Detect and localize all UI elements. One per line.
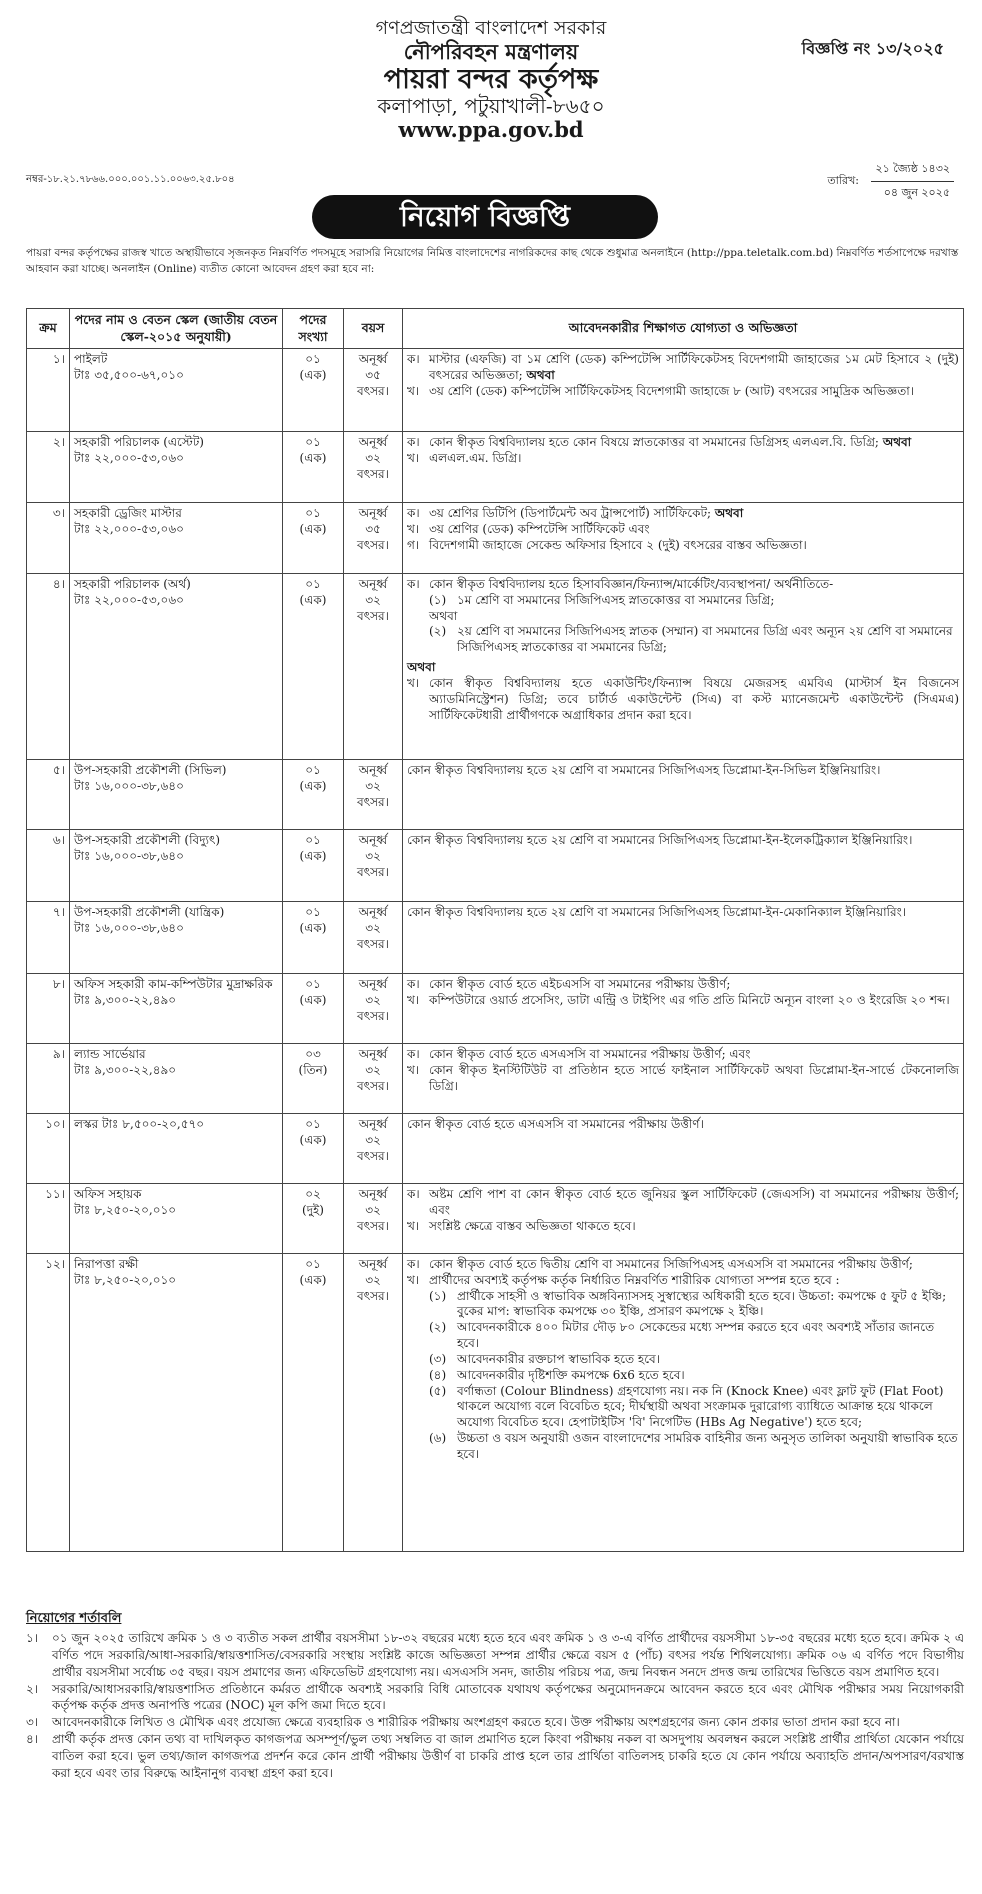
item-text: সরকারি/আধাসরকারি/স্বায়ত্তশাসিত প্রতিষ্ঠানে কর্মরত প্রার্থীকে অবশ্যই সরকারি বিধি মোতাবেক যথাযথ কর্তৃপক্ষের অনুমোদনক্রমে আবেদন করতে হবে এবং মৌখিক পরীক্ষার সময় নিয়োগকারী কর্তৃপক্ষ কর্তৃক প্রদত্ত অনাপত্তি পত্রের (NOC) মূল কপি জমা দিতে হবে। bbox=[52, 1681, 964, 1713]
age-value: ৩২ bbox=[365, 1272, 381, 1287]
row-age bbox=[344, 830, 403, 902]
header-qualification: আবেদনকারীর শিক্ষাগত যোগ্যতা ও অভিজ্ঞতা bbox=[403, 309, 964, 349]
row-qualification bbox=[403, 1044, 964, 1114]
row-serial: ৩। bbox=[27, 503, 70, 574]
item-marker: (৬) bbox=[429, 1431, 447, 1446]
row-post bbox=[70, 432, 283, 503]
list-item bbox=[407, 1063, 959, 1095]
age-unit: বৎসর। bbox=[357, 608, 389, 623]
pay-scale: টাঃ ১৬,০০০-৩৮,৬৪০ bbox=[74, 848, 184, 863]
table-row bbox=[27, 349, 964, 432]
post-name: নিরাপত্তা রক্ষী bbox=[74, 1257, 139, 1271]
item-text: ১ম শ্রেণি বা সমমানের সিজিপিএসহ স্নাতকোত্তর বা সমমানের ডিগ্রি; bbox=[457, 592, 775, 607]
post-name: উপ-সহকারী প্রকৌশলী (বিদ্যুৎ) bbox=[74, 833, 221, 847]
item-marker: (২) bbox=[429, 624, 447, 639]
post-name: অফিস সহকারী কাম-কম্পিউটার মুদ্রাক্ষরিক bbox=[74, 977, 273, 991]
row-serial: ১২। bbox=[27, 1254, 70, 1552]
table-row bbox=[27, 974, 964, 1044]
table-row bbox=[27, 503, 964, 574]
list-item bbox=[407, 435, 959, 451]
count-number: ০৩ bbox=[305, 1047, 321, 1061]
item-text: ২য় শ্রেণি বা সমমানের সিজিপিএসহ স্নাতক (সম্মান) বা সমমানের ডিগ্রি এবং অন্যূন ২য় শ্রেণি বা সমমানের সিজিপিএসহ স্নাতকোত্তর বা সমমানের ডিগ্রি; bbox=[457, 624, 953, 655]
age-unit: বৎসর। bbox=[357, 537, 389, 552]
count-number: ০২ bbox=[305, 1187, 321, 1201]
age-unit: বৎসর। bbox=[357, 794, 389, 809]
age-unit: বৎসর। bbox=[357, 936, 389, 951]
age-label: অনূর্ধ্ব bbox=[358, 1187, 388, 1201]
age-label: অনূর্ধ্ব bbox=[358, 1257, 388, 1271]
count-word: (তিন) bbox=[298, 1062, 328, 1077]
age-unit: বৎসর। bbox=[357, 466, 389, 481]
age-unit: বৎসর। bbox=[357, 1288, 389, 1303]
row-serial: ৪। bbox=[27, 574, 70, 760]
list-item bbox=[429, 1384, 959, 1431]
date-english: ০৪ জুন ২০২৫ bbox=[883, 186, 950, 199]
or-label: অথবা bbox=[407, 660, 436, 675]
age-unit: বৎসর। bbox=[357, 1078, 389, 1093]
row-qualification bbox=[403, 503, 964, 574]
age-label: অনূর্ধ্ব bbox=[358, 352, 388, 366]
list-item bbox=[429, 1368, 959, 1384]
item-text: ০১ জুন ২০২৫ তারিখে ক্রমিক ১ ও ৩ ব্যতীত সকল প্রার্থীর বয়সসীমা ১৮-৩২ বছরের মধ্যে হতে হবে এবং ক্রমিক ১ ও ৩-এ বর্ণিত প্রার্থীদের বয়সসীমা ১৮-৩৫ বছরের মধ্যে হতে হবে। ক্রমিক ২ এ বর্ণিত পদে সরকারি/আধা-সরকারি/স্বায়ত্তশাসিত/বেসরকারি সংস্থায় সংশ্লিষ্ট কাজে অভিজ্ঞতা সম্পন্ন প্রার্থীর ক্ষেত্রে বয়স ৫ (পাঁচ) বৎসর পর্যন্ত শিথিলযোগ্য। ক্রমিক ০৬ এ বর্ণিত পদে বিভাগীয় প্রার্থীর বয়সসীমা সর্বোচ্চ ৩৫ বছর। বয়স প্রমাণের জন্য এফিডেভিট গ্রহণযোগ্য নয়। এসএসসি সনদ, জাতীয় পরিচয় পত্র, জন্ম নিবন্ধন সনদে প্রদত্ত জন্ম তারিখের ভিত্তিতে বয়স প্রমাণিত হবে। bbox=[52, 1631, 964, 1679]
item-marker: (৪) bbox=[429, 1367, 447, 1382]
row-serial: ৯। bbox=[27, 1044, 70, 1114]
header-count: পদের সংখ্যা bbox=[283, 309, 344, 349]
post-name: ল্যান্ড সার্ভেয়ার bbox=[74, 1047, 146, 1061]
item-marker: খ। bbox=[407, 675, 420, 690]
item-text: ৩য় শ্রেণি (ডেক) কম্পিটেন্সি সার্টিফিকেটসহ বিদেশগামী জাহাজে ৮ (আট) বৎসরের সামুদ্রিক অভিজ্ঞতা। bbox=[429, 383, 915, 398]
age-value: ৩২ bbox=[365, 848, 381, 863]
row-age bbox=[344, 1184, 403, 1254]
item-text: প্রার্থীকে সাহসী ও স্বাভাবিক অঙ্গবিন্যাসসহ সুস্বাস্থ্যের অধিকারী হতে হবে। উচ্চতা: কমপক্ষে ৫ ফুট ৫ ইঞ্চি; বুকের মাপ: স্বাভাবিক কমপক্ষে ৩০ ইঞ্চি, প্রসারণ কমপক্ষে ২ ইঞ্চি। bbox=[457, 1288, 947, 1319]
age-unit: বৎসর। bbox=[357, 383, 389, 398]
row-count bbox=[283, 574, 344, 760]
govt-name: গণপ্রজাতন্ত্রী বাংলাদেশ সরকার bbox=[375, 17, 607, 39]
list-item bbox=[429, 1352, 959, 1368]
item-text: ৩য় শ্রেণির ডিটিপি (ডিপার্টমেন্ট অব ট্রান্সপোর্ট) সার্টিফিকেট; bbox=[429, 506, 712, 520]
item-text: বর্ণান্ধতা (Colour Blindness) গ্রহণযোগ্য নয়। নক নি (Knock Knee) এবং ফ্লাট ফুট (Flat Foot) থাকলে অযোগ্য বলে বিবেচিত হবে; দীর্ঘস্থায়ী অথবা সংক্রামক দুরারোগ্য ব্যাধিতে আক্রান্ত হয়ে থাকলে অযোগ্য বিবেচিত হবে। হেপাটাইটিস 'বি' নিগেটিভ (HBs Ag Negative') হতে হবে; bbox=[457, 1383, 944, 1430]
row-count bbox=[283, 830, 344, 902]
age-value: ৩২ bbox=[365, 992, 381, 1007]
notice-number: বিজ্ঞপ্তি নং ১৩/২০২৫ bbox=[801, 39, 944, 58]
list-item bbox=[407, 352, 959, 384]
item-text: কোন স্বীকৃত ইনস্টিটিউট বা প্রতিষ্ঠান হতে সার্ভে ফাইনাল সার্টিফিকেট অথবা ডিপ্লোমা-ইন-সার্ভে টেকনোলজি ডিগ্রি। bbox=[429, 1062, 959, 1093]
list-item bbox=[407, 1047, 959, 1063]
page-title: নিয়োগ বিজ্ঞপ্তি bbox=[312, 195, 658, 239]
age-label: অনূর্ধ্ব bbox=[358, 1117, 388, 1131]
row-serial: ৬। bbox=[27, 830, 70, 902]
item-text: কোন স্বীকৃত বোর্ড হতে এসএসসি বা সমমানের পরীক্ষায় উত্তীর্ণ; এবং bbox=[429, 1047, 751, 1061]
row-post bbox=[70, 574, 283, 760]
terms-section bbox=[26, 1610, 964, 1781]
age-label: অনূর্ধ্ব bbox=[358, 763, 388, 777]
item-text: কোন স্বীকৃত বিশ্ববিদ্যালয় হতে হিসাববিজ্ঞান/ফিন্যান্স/মার্কেটিং/ব্যবস্থাপনা/ অর্থনীতিতে- bbox=[429, 577, 834, 591]
item-text: বিদেশগামী জাহাজে সেকেন্ড অফিসার হিসাবে ২ (দুই) বৎসরের বাস্তব অভিজ্ঞতা। bbox=[429, 537, 807, 552]
list-item bbox=[26, 1731, 964, 1781]
item-marker: (১) bbox=[429, 1288, 447, 1303]
item-text: কম্পিউটারে ওয়ার্ড প্রসেসিং, ডাটা এন্ট্রি ও টাইপিং এর গতি প্রতি মিনিটে অন্যূন বাংলা ২০ ও ইংরেজি ২০ শব্দ। bbox=[429, 992, 950, 1007]
item-marker: (১) bbox=[429, 592, 447, 607]
row-age bbox=[344, 1044, 403, 1114]
list-item bbox=[407, 1257, 959, 1273]
row-qualification: কোন স্বীকৃত বিশ্ববিদ্যালয় হতে ২য় শ্রেণি বা সমমানের সিজিপিএসহ ডিপ্লোমা-ইন-ইলেকট্রিক্যাল ইঞ্জিনিয়ারিং। bbox=[403, 830, 964, 902]
row-age bbox=[344, 760, 403, 830]
item-marker: ৪। bbox=[26, 1731, 39, 1746]
item-marker: ক। bbox=[407, 1257, 420, 1271]
post-name: উপ-সহকারী প্রকৌশলী (যান্ত্রিক) bbox=[74, 905, 225, 919]
row-post bbox=[70, 830, 283, 902]
list-item bbox=[429, 1431, 959, 1463]
row-qualification bbox=[403, 1254, 964, 1552]
count-word: (দুই) bbox=[302, 1202, 324, 1217]
item-marker: খ। bbox=[407, 383, 420, 398]
post-name: লস্কর টাঃ ৮,৫০০-২০,৫৭০ bbox=[74, 1117, 205, 1131]
row-count bbox=[283, 1254, 344, 1552]
list-item bbox=[429, 1289, 959, 1321]
count-number: ০১ bbox=[305, 905, 321, 919]
count-number: ০১ bbox=[305, 1117, 321, 1131]
list-item bbox=[26, 1630, 964, 1680]
age-value: ৩৫ bbox=[365, 367, 381, 382]
count-word: (এক) bbox=[299, 992, 327, 1007]
or-label: অথবা bbox=[882, 435, 912, 449]
row-post bbox=[70, 1254, 283, 1552]
item-text: ৩য় শ্রেণির (ডেক) কম্পিটেন্সি সার্টিফিকেট এবং bbox=[429, 521, 650, 536]
date-label: তারিখ: bbox=[827, 174, 859, 187]
item-marker: খ। bbox=[407, 1272, 420, 1287]
age-value: ৩২ bbox=[365, 778, 381, 793]
item-marker: (২) bbox=[429, 1320, 447, 1335]
count-number: ০১ bbox=[305, 577, 321, 591]
item-marker: ক। bbox=[407, 1187, 420, 1201]
pay-scale: টাঃ ৯,৩০০-২২,৪৯০ bbox=[74, 992, 177, 1007]
item-marker: গ। bbox=[407, 537, 420, 552]
item-marker: ক। bbox=[407, 506, 420, 520]
table-row bbox=[27, 432, 964, 503]
row-post bbox=[70, 503, 283, 574]
age-unit: বৎসর। bbox=[357, 1008, 389, 1023]
age-unit: বৎসর। bbox=[357, 864, 389, 879]
row-qualification: কোন স্বীকৃত বিশ্ববিদ্যালয় হতে ২য় শ্রেণি বা সমমানের সিজিপিএসহ ডিপ্লোমা-ইন-সিভিল ইঞ্জিনিয়ারিং। bbox=[403, 760, 964, 830]
table-row bbox=[27, 1044, 964, 1114]
row-age bbox=[344, 1254, 403, 1552]
age-value: ৩২ bbox=[365, 1202, 381, 1217]
age-label: অনূর্ধ্ব bbox=[358, 506, 388, 520]
row-post bbox=[70, 760, 283, 830]
row-serial: ৭। bbox=[27, 902, 70, 974]
row-count bbox=[283, 432, 344, 503]
count-number: ০১ bbox=[305, 506, 321, 520]
address: কলাপাড়া, পটুয়াখালী-৮৬৫০ bbox=[377, 94, 605, 119]
row-count bbox=[283, 902, 344, 974]
count-word: (এক) bbox=[299, 848, 327, 863]
table-row bbox=[27, 1114, 964, 1184]
count-word: (এক) bbox=[299, 592, 327, 607]
item-marker: খ। bbox=[407, 1218, 420, 1233]
row-post bbox=[70, 1114, 283, 1184]
item-text: কোন স্বীকৃত বিশ্ববিদ্যালয় হতে কোন বিষয়ে স্নাতকোত্তর বা সমমানের ডিগ্রিসহ এলএল.বি. ডিগ্রি; bbox=[429, 435, 879, 449]
row-count bbox=[283, 1184, 344, 1254]
row-qualification bbox=[403, 1184, 964, 1254]
list-item bbox=[407, 1219, 959, 1235]
item-text: উচ্চতা ও বয়স অনুযায়ী ওজন বাংলাদেশের সামরিক বাহিনীর জন্য অনুসৃত তালিকা অনুযায়ী স্বাভাবিক হতে হবে। bbox=[457, 1431, 958, 1461]
pay-scale: টাঃ ৯,৩০০-২২,৪৯০ bbox=[74, 1062, 177, 1077]
list-item bbox=[407, 676, 959, 723]
post-name: অফিস সহায়ক bbox=[74, 1187, 142, 1201]
item-marker: খ। bbox=[407, 1062, 420, 1077]
item-text: মাস্টার (এফজি) বা ১ম শ্রেণি (ডেক) কম্পিটেন্সি সার্টিফিকেটসহ বিদেশগামী জাহাজের ১ম মেট হিসাবে ২ (দুই) বৎসরের অভিজ্ঞতা; bbox=[429, 352, 959, 382]
list-item bbox=[407, 977, 959, 993]
age-value: ৩২ bbox=[365, 592, 381, 607]
item-marker: খ। bbox=[407, 992, 420, 1007]
row-qualification: কোন স্বীকৃত বিশ্ববিদ্যালয় হতে ২য় শ্রেণি বা সমমানের সিজিপিএসহ ডিপ্লোমা-ইন-মেকানিক্যাল ইঞ্জিনিয়ারিং। bbox=[403, 902, 964, 974]
item-marker: ক। bbox=[407, 977, 420, 991]
posts-table bbox=[26, 308, 964, 1552]
list-item bbox=[26, 1681, 964, 1715]
row-count bbox=[283, 760, 344, 830]
row-age bbox=[344, 503, 403, 574]
item-marker: ২। bbox=[26, 1681, 39, 1696]
count-word: (এক) bbox=[299, 1272, 327, 1287]
count-word: (এক) bbox=[299, 521, 327, 536]
age-value: ৩২ bbox=[365, 1132, 381, 1147]
row-age bbox=[344, 349, 403, 432]
row-serial: ২। bbox=[27, 432, 70, 503]
ministry-name: নৌপরিবহন মন্ত্রণালয় bbox=[403, 38, 579, 64]
post-name: সহকারী ড্রেজিং মাস্টার bbox=[74, 506, 182, 520]
list-item bbox=[429, 1320, 959, 1352]
row-count bbox=[283, 974, 344, 1044]
age-label: অনূর্ধ্ব bbox=[358, 1047, 388, 1061]
row-post bbox=[70, 1044, 283, 1114]
row-qualification bbox=[403, 574, 964, 760]
age-value: ৩২ bbox=[365, 1062, 381, 1077]
count-number: ০১ bbox=[305, 435, 321, 449]
or-label: অথবা bbox=[714, 506, 744, 520]
website: www.ppa.gov.bd bbox=[398, 117, 584, 143]
count-number: ০১ bbox=[305, 833, 321, 847]
item-text: প্রার্থী কর্তৃক প্রদত্ত কোন তথ্য বা দাখিলকৃত কাগজপত্র অসম্পূর্ণ/ভুল তথ্য সম্বলিত বা জাল প্রমাণিত হলে কিংবা পরীক্ষায় নকল বা অসদুপায় অবলম্বন করলে সংশ্লিষ্ট প্রার্থীর প্রার্থিতা যেকোন পর্যায়ে বাতিল করা হবে। ভুল তথ্য/জাল কাগজপত্র প্রদর্শন করে কোন প্রার্থী পরীক্ষায় উত্তীর্ণ বা চাকরি প্রাপ্ত হলে তার প্রার্থিতা বাতিলসহ চাকরি হতে যে কোন পর্যায়ে অব্যাহতি প্রদান/অপসারণ/বরখাস্ত করা হবে এবং তার বিরুদ্ধে আইনানুগ ব্যবস্থা গ্রহণ করা হবে। bbox=[52, 1731, 964, 1780]
row-qualification bbox=[403, 432, 964, 503]
row-count bbox=[283, 1114, 344, 1184]
count-word: (এক) bbox=[299, 450, 327, 465]
item-marker: খ। bbox=[407, 450, 420, 465]
age-value: ৩২ bbox=[365, 920, 381, 935]
row-post bbox=[70, 902, 283, 974]
age-value: ৩৫ bbox=[365, 521, 381, 536]
table-row bbox=[27, 1254, 964, 1552]
item-marker: খ। bbox=[407, 521, 420, 536]
or-label: অথবা bbox=[429, 608, 458, 623]
list-item bbox=[407, 451, 959, 467]
item-text: সংশ্লিষ্ট ক্ষেত্রে বাস্তব অভিজ্ঞতা থাকতে হবে। bbox=[429, 1218, 636, 1233]
row-serial: ১। bbox=[27, 349, 70, 432]
age-label: অনূর্ধ্ব bbox=[358, 435, 388, 449]
item-text: কোন স্বীকৃত বোর্ড হতে এইচএসসি বা সমমানের পরীক্ষায় উত্তীর্ণ; bbox=[429, 977, 731, 991]
age-unit: বৎসর। bbox=[357, 1218, 389, 1233]
list-item bbox=[407, 577, 959, 593]
table-row bbox=[27, 574, 964, 760]
row-qualification bbox=[403, 349, 964, 432]
row-serial: ৮। bbox=[27, 974, 70, 1044]
list-item bbox=[407, 384, 959, 400]
authority-name: পায়রা বন্দর কর্তৃপক্ষ bbox=[383, 63, 599, 95]
pay-scale: টাঃ ১৬,০০০-৩৮,৬৪০ bbox=[74, 920, 184, 935]
item-text: কোন স্বীকৃত বোর্ড হতে দ্বিতীয় শ্রেণি বা সমমানের সিজিপিএসহ এসএসসি বা সমমানের পরীক্ষায় উত্তীর্ণ; bbox=[429, 1257, 913, 1271]
item-text: কোন স্বীকৃত বিশ্ববিদ্যালয় হতে একাউন্টিং/ফিন্যান্স বিষয়ে মেজরসহ এমবিএ (মাস্টার্স ইন বিজনেস অ্যাডমিনিস্ট্রেশন) ডিগ্রি; তবে চার্টার্ড একাউন্টেন্ট (সিএ) বা কস্ট ম্যানেজমেন্ট একাউন্টেন্ট (সিএমএ) সার্টিফিকেটধারী প্রার্থীগণকে অগ্রাধিকার প্রদান করা হবে। bbox=[429, 675, 959, 722]
memo-number: নম্বর-১৮.২১.৭৮৬৬.০০০.০০১.১১.০০৬৩.২৫.৮০৪ bbox=[26, 174, 235, 185]
age-label: অনূর্ধ্ব bbox=[358, 577, 388, 591]
list-item bbox=[407, 506, 959, 522]
date-block bbox=[827, 160, 954, 203]
row-age bbox=[344, 974, 403, 1044]
item-text: আবেদনকারীকে ৪০০ মিটার দৌড় ৮০ সেকেন্ডের মধ্যে সম্পন্ন করতে হবে এবং অবশ্যই সাঁতার জানতে হবে। bbox=[457, 1320, 935, 1351]
pay-scale: টাঃ ৩৫,৫০০-৬৭,০১০ bbox=[74, 367, 184, 382]
count-word: (এক) bbox=[299, 778, 327, 793]
row-qualification: কোন স্বীকৃত বোর্ড হতে এসএসসি বা সমমানের পরীক্ষায় উত্তীর্ণ। bbox=[403, 1114, 964, 1184]
pay-scale: টাঃ ২২,০০০-৫৩,০৬০ bbox=[74, 450, 184, 465]
pay-scale: টাঃ ১৬,০০০-৩৮,৬৪০ bbox=[74, 778, 184, 793]
post-name: পাইলট bbox=[74, 352, 108, 366]
table-row bbox=[27, 1184, 964, 1254]
list-item bbox=[407, 538, 959, 554]
table-row bbox=[27, 830, 964, 902]
item-text: অষ্টম শ্রেণি পাশ বা কোন স্বীকৃত বোর্ড হতে জুনিয়র স্কুল সার্টিফিকেট (জেএসসি) বা সমমানের পরীক্ষায় উত্তীর্ণ; এবং bbox=[429, 1187, 959, 1217]
post-name: সহকারী পরিচালক (অর্থ) bbox=[74, 577, 191, 591]
item-marker: ১। bbox=[26, 1631, 39, 1646]
list-item bbox=[429, 624, 959, 656]
intro-paragraph: পায়রা বন্দর কর্তৃপক্ষের রাজস্ব খাতে অস্থায়ীভাবে সৃজনকৃত নিম্নবর্ণিত পদসমূহে সরাসরি নিয়োগের নিমিত্ত বাংলাদেশের নাগরিকদের কাছ থেকে শুধুমাত্র অনলাইনে (http://ppa.teletalk.com.bd) নিম্নবর্ণিত শর্তসাপেক্ষে দরখাস্ত আহবান করা যাচ্ছে। অনলাইন (Online) ব্যতীত কোনো আবেদন গ্রহণ করা হবে না: bbox=[26, 247, 959, 275]
list-item bbox=[407, 522, 959, 538]
count-number: ০১ bbox=[305, 352, 321, 366]
table-row bbox=[27, 760, 964, 830]
item-text: আবেদনকারীকে লিখিত ও মৌখিক এবং প্রযোজ্য ক্ষেত্রে ব্যবহারিক ও শারীরিক পরীক্ষায় অংশগ্রহণ করতে হবে। উক্ত পরীক্ষায় অংশগ্রহণের জন্য কোন প্রকার ভাতা প্রদান করা হবে না। bbox=[52, 1715, 900, 1730]
table-row bbox=[27, 902, 964, 974]
row-age bbox=[344, 432, 403, 503]
count-number: ০১ bbox=[305, 977, 321, 991]
item-marker: ক। bbox=[407, 435, 420, 449]
list-item bbox=[429, 593, 959, 609]
row-post bbox=[70, 974, 283, 1044]
count-word: (এক) bbox=[299, 1132, 327, 1147]
row-count bbox=[283, 503, 344, 574]
pay-scale: টাঃ ২২,০০০-৫৩,০৬০ bbox=[74, 592, 184, 607]
or-label: অথবা bbox=[526, 367, 555, 382]
row-count bbox=[283, 349, 344, 432]
row-serial: ১১। bbox=[27, 1184, 70, 1254]
header-serial: ক্রম bbox=[27, 309, 70, 349]
age-label: অনূর্ধ্ব bbox=[358, 977, 388, 991]
item-text: আবেদনকারীর রক্তচাপ স্বাভাবিক হতে হবে। bbox=[457, 1351, 661, 1366]
row-qualification bbox=[403, 974, 964, 1044]
header-age: বয়স bbox=[344, 309, 403, 349]
list-item bbox=[26, 1714, 964, 1731]
date-bangla: ২১ জ্যৈষ্ঠ ১৪৩২ bbox=[871, 160, 954, 182]
item-marker: ক। bbox=[407, 1047, 420, 1061]
age-unit: বৎসর। bbox=[357, 1148, 389, 1163]
post-name: উপ-সহকারী প্রকৌশলী (সিভিল) bbox=[74, 763, 227, 777]
item-text: প্রার্থীদের অবশ্যই কর্তৃপক্ষ কর্তৃক নির্ধারিত নিম্নবর্ণিত শারীরিক যোগ্যতা সম্পন্ন হতে হবে : bbox=[429, 1272, 840, 1287]
age-value: ৩২ bbox=[365, 450, 381, 465]
item-marker: (৩) bbox=[429, 1351, 447, 1366]
count-number: ০১ bbox=[305, 763, 321, 777]
item-marker: ৩। bbox=[26, 1715, 39, 1730]
row-serial: ১০। bbox=[27, 1114, 70, 1184]
row-age bbox=[344, 902, 403, 974]
row-post bbox=[70, 1184, 283, 1254]
terms-title: নিয়োগের শর্তাবলি bbox=[26, 1611, 122, 1626]
item-marker: (৫) bbox=[429, 1383, 447, 1398]
pay-scale: টাঃ ৮,২৫০-২০,০১০ bbox=[74, 1202, 177, 1217]
item-text: আবেদনকারীর দৃষ্টিশক্তি কমপক্ষে 6x6 হতে হবে। bbox=[457, 1367, 685, 1382]
list-item bbox=[407, 1187, 959, 1219]
pay-scale: টাঃ ৮,২৫০-২০,০১০ bbox=[74, 1272, 177, 1287]
post-name: সহকারী পরিচালক (এস্টেট) bbox=[74, 435, 204, 449]
header-post: পদের নাম ও বেতন স্কেল (জাতীয় বেতন স্কেল-২০১৫ অনুযায়ী) bbox=[70, 309, 283, 349]
age-label: অনূর্ধ্ব bbox=[358, 905, 388, 919]
item-marker: ক। bbox=[407, 352, 420, 366]
count-word: (এক) bbox=[299, 367, 327, 382]
row-age bbox=[344, 574, 403, 760]
row-serial: ৫। bbox=[27, 760, 70, 830]
row-post bbox=[70, 349, 283, 432]
age-label: অনূর্ধ্ব bbox=[358, 833, 388, 847]
count-number: ০১ bbox=[305, 1257, 321, 1271]
count-word: (এক) bbox=[299, 920, 327, 935]
pay-scale: টাঃ ২২,০০০-৫৩,০৬০ bbox=[74, 521, 184, 536]
list-item bbox=[407, 1273, 959, 1289]
item-marker: ক। bbox=[407, 577, 420, 591]
list-item bbox=[407, 993, 959, 1009]
item-text: এলএল.এম. ডিগ্রি। bbox=[429, 450, 522, 465]
row-age bbox=[344, 1114, 403, 1184]
row-count bbox=[283, 1044, 344, 1114]
table-header-row bbox=[27, 309, 964, 349]
